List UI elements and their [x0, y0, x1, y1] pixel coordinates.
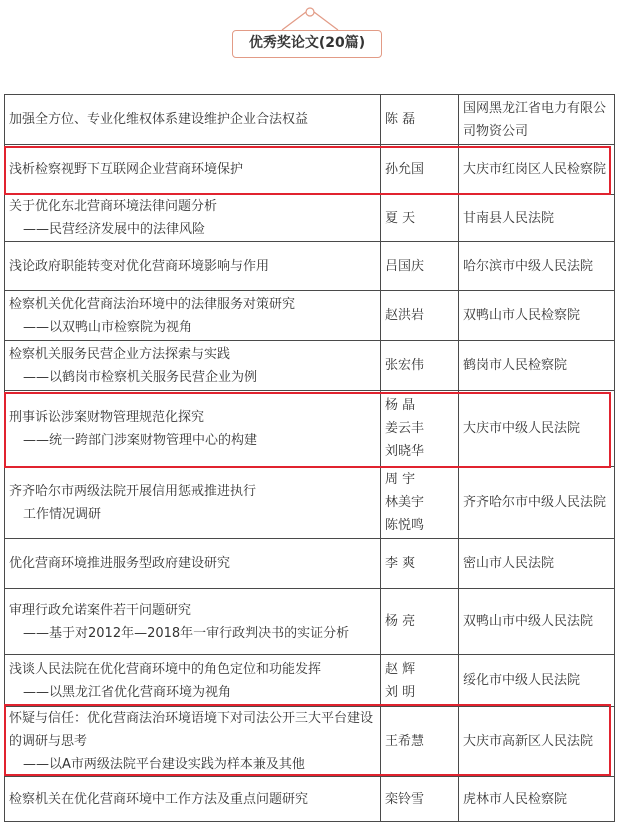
table-row	[5, 195, 615, 242]
author-name: 杨 晶	[385, 398, 416, 413]
paper-title-line: 浅析检察视野下互联网企业营商环境保护	[9, 162, 244, 177]
organization-cell: 大庆市红岗区人民检察院	[459, 145, 615, 195]
table-row	[5, 291, 615, 341]
paper-title-cell	[5, 95, 381, 145]
paper-title-cell	[5, 707, 381, 777]
paper-title-line: 关于优化东北营商环境法律问题分析	[9, 199, 218, 214]
author-name: 李 爽	[385, 556, 416, 571]
paper-title-cell	[5, 291, 381, 341]
paper-title-line: ——以A市两级法院平台建设实践为样本兼及其他	[23, 757, 305, 772]
author-name: 孙允国	[385, 162, 425, 177]
author-cell	[381, 589, 459, 655]
paper-title-cell	[5, 195, 381, 242]
author-name: 林美宇	[385, 495, 425, 510]
author-name: 杨 亮	[385, 614, 416, 629]
author-cell	[381, 707, 459, 777]
paper-title-line: ——民营经济发展中的法律风险	[23, 222, 206, 237]
author-name: 王希慧	[385, 734, 425, 749]
paper-title-cell	[5, 391, 381, 467]
author-name: 陈 磊	[385, 112, 416, 127]
table-row	[5, 145, 615, 195]
author-cell	[381, 145, 459, 195]
paper-title-line: 怀疑与信任：优化营商法治环境语境下对司法公开三大平台建设的调研与思考	[9, 711, 374, 749]
author-cell	[381, 467, 459, 539]
author-name: 姜云丰	[385, 421, 425, 436]
author-name: 赵 辉	[385, 661, 416, 677]
organization-cell: 鹤岗市人民检察院	[459, 341, 615, 391]
organization-cell: 齐齐哈尔市中级人民法院	[459, 467, 615, 539]
organization-cell: 大庆市高新区人民法院	[459, 707, 615, 777]
paper-title-line: ——以双鸭山市检察院为视角	[23, 319, 193, 335]
author-name: 夏 天	[385, 210, 416, 226]
organization-cell: 哈尔滨市中级人民法院	[459, 242, 615, 291]
ornament-icon	[280, 4, 340, 32]
author-name: 栾铃雪	[385, 791, 425, 807]
paper-title-line: ——以黑龙江省优化营商环境为视角	[23, 684, 232, 700]
paper-title-line: 浅谈人民法院在优化营商环境中的角色定位和功能发挥	[9, 661, 322, 677]
paper-title-line: ——以鹤岗市检察机关服务民营企业为例	[23, 369, 258, 385]
author-cell	[381, 655, 459, 707]
author-name: 刘 明	[385, 684, 416, 700]
author-name: 周 宇	[385, 472, 416, 487]
organization-cell: 双鸭山市人民检察院	[459, 291, 615, 341]
organization-cell: 双鸭山市中级人民法院	[459, 589, 615, 655]
table-row	[5, 655, 615, 707]
table-row	[5, 467, 615, 539]
organization-cell: 甘南县人民法院	[459, 195, 615, 242]
table-row	[5, 391, 615, 467]
author-name: 赵洪岩	[385, 308, 425, 323]
paper-title-cell	[5, 467, 381, 539]
paper-title-line: ——基于对2012年—2018年一审行政判决书的实证分析	[23, 625, 350, 641]
table-row	[5, 589, 615, 655]
paper-title-line: 工作情况调研	[23, 506, 102, 522]
organization-cell: 大庆市中级人民法院	[459, 391, 615, 467]
paper-title-line: 优化营商环境推进服务型政府建设研究	[9, 556, 231, 571]
paper-title-cell	[5, 655, 381, 707]
organization-cell: 密山市人民法院	[459, 539, 615, 589]
table-row	[5, 95, 615, 145]
paper-title-line: 审理行政允诺案件若干问题研究	[9, 602, 192, 618]
paper-title-cell	[5, 777, 381, 822]
author-name: 张宏伟	[385, 358, 425, 373]
author-name: 吕国庆	[385, 258, 425, 274]
table-row	[5, 242, 615, 291]
table-row	[5, 539, 615, 589]
author-cell	[381, 195, 459, 242]
paper-title-cell	[5, 589, 381, 655]
paper-title-cell	[5, 341, 381, 391]
author-name: 刘晓华	[385, 444, 425, 459]
paper-title-cell	[5, 145, 381, 195]
author-cell	[381, 391, 459, 467]
table-row	[5, 777, 615, 822]
section-title: 优秀奖论文(20篇)	[232, 30, 382, 58]
author-cell	[381, 777, 459, 822]
author-cell	[381, 341, 459, 391]
section-header	[0, 0, 619, 70]
table-row	[5, 341, 615, 391]
paper-title-cell	[5, 539, 381, 589]
award-table	[4, 94, 615, 822]
author-cell	[381, 539, 459, 589]
paper-title-line: ——统一跨部门涉案财物管理中心的构建	[23, 432, 258, 448]
organization-cell: 国网黑龙江省电力有限公司物资公司	[459, 95, 615, 145]
paper-title-line: 浅论政府职能转变对优化营商环境影响与作用	[9, 258, 270, 274]
paper-title-line: 齐齐哈尔市两级法院开展信用惩戒推进执行	[9, 483, 257, 499]
paper-title-line: 检察机关在优化营商环境中工作方法及重点问题研究	[9, 791, 309, 807]
author-cell	[381, 95, 459, 145]
organization-cell: 绥化市中级人民法院	[459, 655, 615, 707]
author-cell	[381, 291, 459, 341]
author-name: 陈悦鸣	[385, 518, 425, 533]
organization-cell: 虎林市人民检察院	[459, 777, 615, 822]
paper-title-cell	[5, 242, 381, 291]
paper-title-line: 刑事诉讼涉案财物管理规范化探究	[9, 409, 205, 425]
paper-title-line: 检察机关服务民营企业方法探索与实践	[9, 346, 231, 362]
paper-title-line: 加强全方位、专业化维权体系建设维护企业合法权益	[9, 112, 309, 127]
paper-title-line: 检察机关优化营商法治环境中的法律服务对策研究	[9, 296, 296, 312]
table-row	[5, 707, 615, 777]
author-cell	[381, 242, 459, 291]
